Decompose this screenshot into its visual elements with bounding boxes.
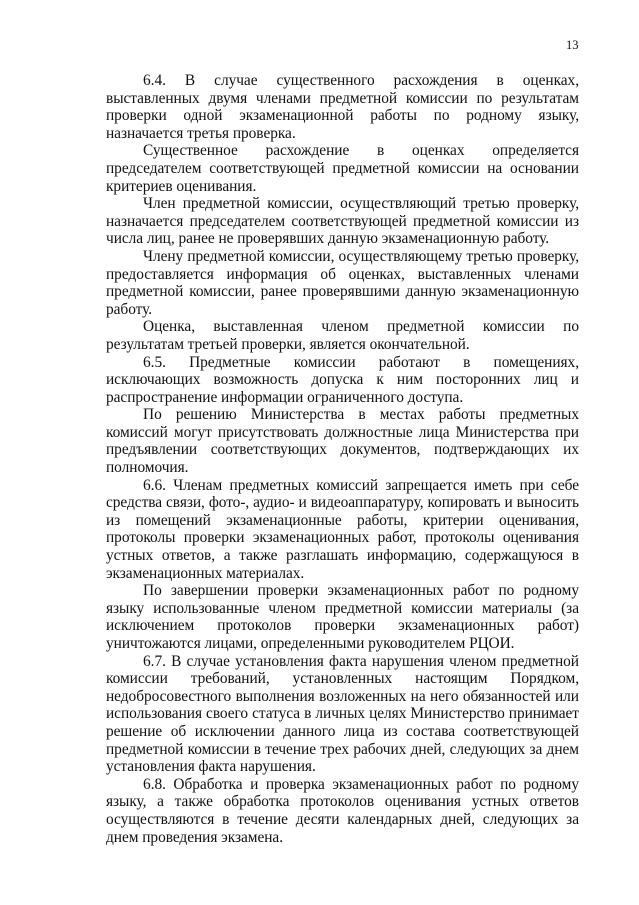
paragraph-6-8: 6.8. Обработка и проверка экзаменационных работ по родному языку, а также обработка протоколов оценивания устных ответов осуществляются в течение десяти календарных дней, следующих за днем проведения экзамена.	[106, 775, 579, 846]
page-number: 13	[566, 38, 579, 52]
paragraph-6-7: 6.7. В случае установления факта нарушения членом предметной комиссии требований, установленных настоящим Порядком, недобросовестного выполнения возложенных на него обязанностей или использования своего статуса в личных целях Министерство принимает решение об исключении данного лица из состава соответствующей предметной комиссии в течение трех рабочих дней, следующих за днем установления факта нарушения.	[106, 652, 579, 776]
paragraph-significant-discrepancy: Существенное расхождение в оценках определяется председателем соответствующей предметной комиссии на основании критериев оценивания.	[106, 142, 579, 195]
paragraph-third-check-appointment: Член предметной комиссии, осуществляющий третью проверку, назначается председателем соответствующей предметной комиссии из числа лиц, ранее не проверявших данную экзаменационную работу.	[106, 195, 579, 248]
paragraph-6-6: 6.6. Членам предметных комиссий запрещается иметь при себе средства связи, фото-, аудио- и видеоаппаратуру, копировать и выносить из помещений экзаменационные работы, критерии оценивания, протоколы проверки экзаменационных работ, протоколы оценивания устных ответов, а также разглашать информацию, содержащуюся в экзаменационных материалах.	[106, 476, 579, 582]
paragraph-third-check-information: Члену предметной комиссии, осуществляющему третью проверку, предоставляется информация об оценках, выставленных членами предметной комиссии, ранее проверявшими данную экзаменационную работу.	[106, 247, 579, 318]
document-body	[106, 72, 579, 846]
paragraph-materials-destruction: По завершении проверки экзаменационных работ по родному языку использованные членом предметной комиссии материалы (за исключением протоколов проверки экзаменационных работ) уничтожаются лицами, определенными руководителем РЦОИ.	[106, 582, 579, 652]
paragraph-ministry-presence: По решению Министерства в местах работы предметных комиссий могут присутствовать должностные лица Министерства при предъявлении соответствующих документов, подтверждающих их полномочия.	[106, 406, 579, 477]
paragraph-final-grade: Оценка, выставленная членом предметной комиссии по результатам третьей проверки, является окончательной.	[106, 318, 579, 353]
paragraph-6-5: 6.5. Предметные комиссии работают в помещениях, исключающих возможность допуска к ним посторонних лиц и распространение информации ограниченного доступа.	[106, 353, 579, 406]
paragraph-6-4: 6.4. В случае существенного расхождения в оценках, выставленных двумя членами предметной комиссии по результатам проверки одной экзаменационной работы по родному языку, назначается третья проверка.	[106, 72, 579, 142]
